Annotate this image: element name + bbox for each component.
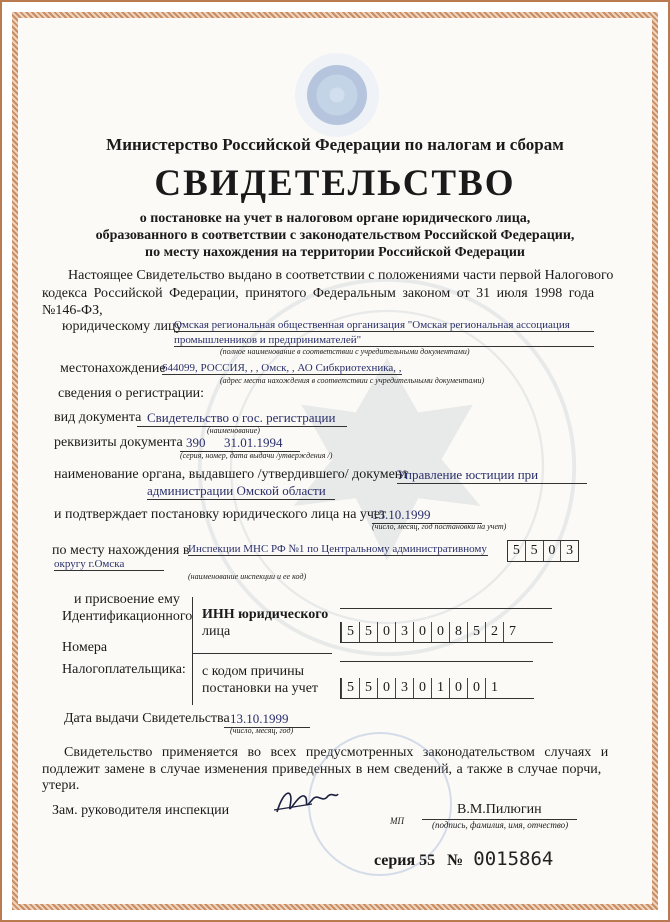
kpp-label-2: постановки на учет [202, 681, 319, 696]
issuer-value-1: Управление юстиции при [397, 467, 587, 484]
inspection-code-box [507, 540, 579, 562]
kpp-digit: 3 [395, 678, 413, 698]
entity-caption: (полное наименование в соответствии с учредительными документами) [220, 347, 470, 356]
location-caption: (адрес места нахождения в соответствии с учредительными документами) [220, 376, 485, 385]
kpp-digit: 1 [485, 678, 503, 698]
serial-block [374, 848, 553, 870]
entity-label: юридическому лицу [62, 319, 183, 334]
issuer-value-2: администрации Омской области [147, 483, 335, 500]
entity-value-line-2: промышленников и предпринимателей" [174, 334, 594, 347]
doc-details-date: 31.01.1994 [214, 435, 300, 452]
subtitle-line-1: о постановке на учет в налоговом органе юридического лица, [139, 211, 531, 226]
inn-digit: 8 [449, 622, 467, 642]
kpp-digit: 1 [431, 678, 449, 698]
confirm-date: 13.10.1999 [372, 507, 482, 524]
location-label: местонахождение [60, 361, 166, 376]
kpp-digit: 0 [449, 678, 467, 698]
subtitle-line-3: по месту нахождения на территории Российской Федерации [145, 245, 525, 260]
signature-caption: (подпись, фамилия, имя, отчество) [432, 820, 569, 830]
inn-label-1 [202, 607, 328, 623]
inn-digit: 0 [431, 622, 449, 642]
assign-divider [192, 597, 193, 705]
assign-separator [192, 653, 332, 654]
assign-line-2: Идентификационного [62, 609, 193, 624]
inn-digit: 5 [467, 622, 485, 642]
intro-line-1: Настоящее Свидетельство выдано в соответствии с положениями части первой Налогового [68, 268, 614, 283]
inn-digit: 7 [503, 622, 521, 642]
closing-line-1: Свидетельство применяется во всех предусмотренных законодательством случаях и [64, 745, 609, 760]
intro-line-2: кодекса Российской Федерации, принятого Федеральным законом от 31 июля 1998 года [42, 286, 595, 301]
issue-label: Дата выдачи Свидетельства [64, 711, 230, 726]
doc-details-label: реквизиты документа [54, 435, 183, 450]
kpp-box [340, 678, 534, 699]
inspection-value-2: округу г.Омска [54, 558, 164, 571]
assign-line-4: Налогоплательщика: [62, 662, 186, 677]
serial-label: серия [374, 852, 416, 869]
kpp-digit: 5 [359, 678, 377, 698]
inn-label-text: ИНН юридического [202, 607, 329, 622]
serial-no-sign: № [447, 852, 464, 869]
kpp-box-top [340, 661, 533, 662]
signature-icon [272, 782, 342, 822]
kpp-label-1: с кодом причины [202, 664, 305, 679]
signatory-name: В.М.Пилюгин [457, 802, 542, 817]
kpp-digit: 5 [341, 678, 359, 698]
serial-number: 0015864 [473, 848, 554, 870]
closing-line-2: подлежит замене в случае изменения приведенных в нем сведений, а также в случае порчи, [42, 762, 602, 777]
code-digit: 3 [560, 541, 578, 561]
inn-digits [341, 622, 553, 642]
hologram-seal-icon [295, 53, 379, 137]
inn-digit: 5 [341, 622, 359, 642]
kpp-digits [341, 678, 534, 698]
document-title: СВИДЕТЕЛЬСТВО [154, 163, 516, 204]
assign-line-3: Номера [62, 640, 108, 655]
intro-line-3: №146-ФЗ, [42, 303, 103, 318]
code-digit: 5 [525, 541, 543, 561]
issue-caption: (число, месяц, год) [230, 726, 294, 735]
doc-details-caption: (серия, номер, дата выдачи /утверждения /) [180, 451, 333, 460]
inspection-value-1: Инспекции МНС РФ №1 по Центральному административному [188, 543, 487, 555]
code-digit: 5 [512, 543, 520, 558]
inn-digit: 3 [395, 622, 413, 642]
doc-type-caption: (наименование) [207, 426, 260, 435]
doc-details-number: 390 [180, 435, 220, 452]
location-value: 644099, РОССИЯ, , , Омск, , АО Сибкриотехника, , [162, 362, 402, 374]
stamp-place-mark: МП [390, 816, 404, 826]
doc-type-value: Свидетельство о гос. регистрации [137, 410, 347, 427]
doc-type-label: вид документа [54, 410, 142, 425]
kpp-digit: 0 [377, 678, 395, 698]
confirm-caption: (число, месяц, год постановки на учет) [372, 522, 507, 531]
kpp-digit: 0 [467, 678, 485, 698]
issuer-label: наименование органа, выдавшего /утвердившего/ документ [54, 467, 409, 482]
inn-digit: 5 [359, 622, 377, 642]
inn-digit: 0 [377, 622, 395, 642]
subtitle-line-2: образованного в соответствии с законодательством Российской Федерации, [95, 228, 575, 243]
serial-series: 55 [419, 852, 436, 869]
registration-heading: сведения о регистрации: [58, 386, 205, 401]
inspection-label: по месту нахождения в [52, 543, 190, 558]
code-digit: 0 [543, 541, 561, 561]
ministry-heading: Министерство Российской Федерации по налогам и сборам [106, 135, 564, 154]
inspection-caption: (наименование инспекции и ее код) [188, 572, 307, 581]
closing-line-3: утери. [42, 778, 80, 793]
inn-box-top [340, 608, 552, 609]
signatory-role: Зам. руководителя инспекции [52, 803, 230, 818]
inn-digit: 2 [485, 622, 503, 642]
inn-box [340, 622, 553, 643]
assign-line-1: и присвоение ему [74, 592, 180, 607]
issue-date: 13.10.1999 [224, 711, 310, 728]
inspection-code [508, 541, 578, 561]
confirm-label: и подтверждает постановку юридического лица на учет [54, 507, 387, 522]
entity-value-line-1: Омская региональная общественная организация "Омская региональная ассоциация [174, 319, 594, 332]
inn-label-2: лица [202, 624, 231, 639]
kpp-digit: 0 [413, 678, 431, 698]
inn-digit: 0 [413, 622, 431, 642]
